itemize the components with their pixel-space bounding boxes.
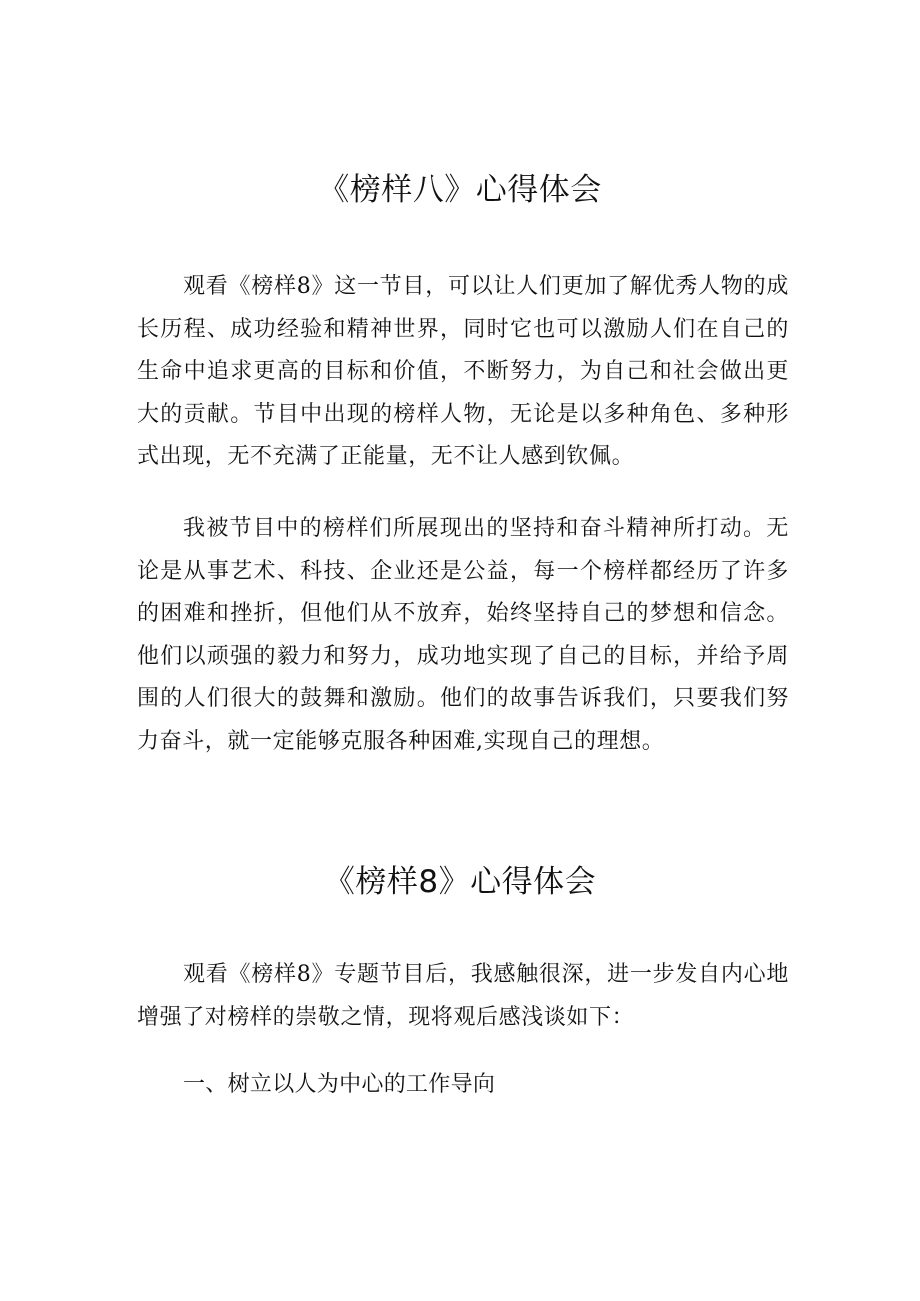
section-title: 《榜样8》心得体会 (323, 864, 597, 900)
paragraph: 观看《榜样8》专题节目后，我感触很深，进一步发自内心地增强了对榜样的崇敬之情，现将观后感浅谈如下： (137, 962, 789, 1030)
section-subheading: 一、树立以人为中心的工作导向 (183, 1072, 496, 1097)
paragraph: 观看《榜样8》这一节目，可以让人们更加了解优秀人物的成长历程、成功经验和精神世界，同时它也可以激励人们在自己的生命中追求更高的目标和价值，不断努力，为自己和社会做出更大的贡献。节目中出现的榜样人物，无论是以多种角色、多种形式出现，无不充满了正能量，无不让人感到钦佩。 (137, 274, 789, 470)
section-title: 《榜样八》心得体会 (318, 172, 602, 208)
paragraph: 我被节目中的榜样们所展现出的坚持和奋斗精神所打动。无论是从事艺术、科技、企业还是公益，每一个榜样都经历了许多的困难和挫折，但他们从不放弃，始终坚持自己的梦想和信念。他们以顽强的毅力和努力，成功地实现了自己的目标，并给予周围的人们很大的鼓舞和激励。他们的故事告诉我们，只要我们努力奋斗，就一定能够克服各种困难,实现自己的理想。 (137, 516, 789, 754)
